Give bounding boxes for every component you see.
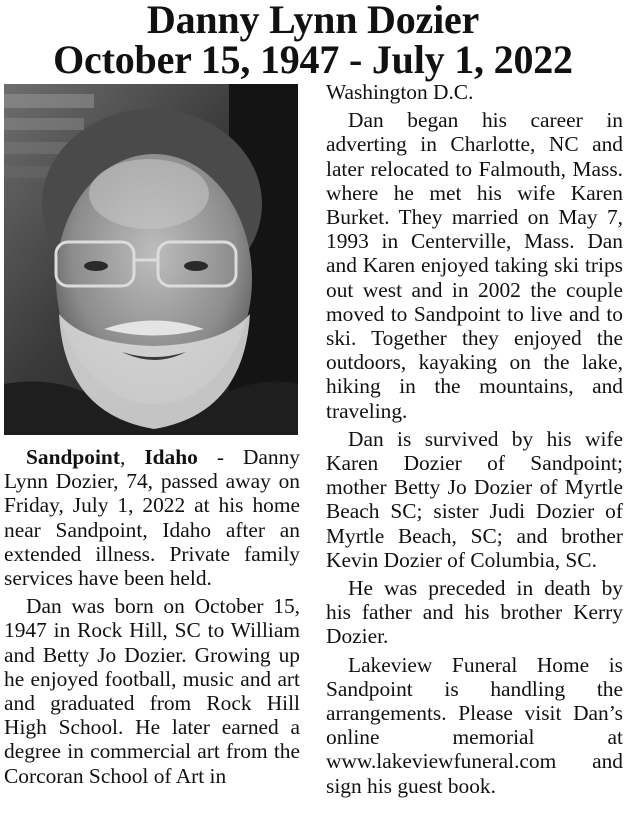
left-text-column — [4, 445, 300, 788]
dateline-state: Idaho — [144, 445, 198, 469]
obituary-paragraph-arrangements: Lakeview Funeral Home is Sandpoint is handling the arrangements. Please visit Dan’s online memorial at www.lakeviewfuneral.com and sign his guest book. — [326, 652, 623, 798]
obituary-name: Danny Lynn Dozier — [146, 0, 480, 42]
dateline-city: Sandpoint — [26, 445, 120, 469]
right-text-column — [326, 80, 623, 798]
obituary-paragraph-survivors: Dan is survived by his wife Karen Dozier of Sandpoint; mother Betty Jo Dozier of Myrtle Beach SC; sister Judi Dozier of Myrtle Beach, SC; and brother Kevin Dozier of Columbia, SC. — [326, 426, 623, 572]
continued-text: Washington D.C. — [326, 80, 474, 104]
obituary-dates: October 15, 1947 - July 1, 2022 — [53, 37, 573, 82]
portrait-photo — [4, 84, 298, 435]
obituary-paragraph-early-life: Dan was born on October 15, 1947 in Rock Hill, SC to William and Betty Jo Dozier. Growing up he enjoyed football, music and art and graduated from Rock Hill High School. He later earned a degree in commercial art from the Corcoran School of Art in — [4, 594, 300, 788]
obituary-paragraph-preceded: He was preceded in death by his father and his brother Kerry Dozier. — [326, 576, 623, 649]
dateline-separator: , — [119, 445, 145, 469]
obituary-paragraph-intro — [4, 445, 300, 590]
portrait-photo-graphic — [4, 84, 298, 435]
intro-text: - Danny Lynn Dozier, 74, passed away on Friday, July 1, 2022 at his home near Sandpoint, Idaho after an extended illness. Private family services have been held. — [4, 445, 300, 591]
obituary-paragraph-career: Dan began his career in adverting in Charlotte, NC and later relocated to Falmouth, Mass. where he met his wife Karen Burket. They married on May 7, 1993 in Centerville, Mass. Dan and Karen enjoyed taking ski trips out west and in 2002 the couple moved to Sandpoint to live and to ski. Together they enjoyed the outdoors, kayaking on the lake, hiking in the mountains, and traveling. — [326, 108, 623, 423]
obituary-header — [0, 0, 626, 80]
